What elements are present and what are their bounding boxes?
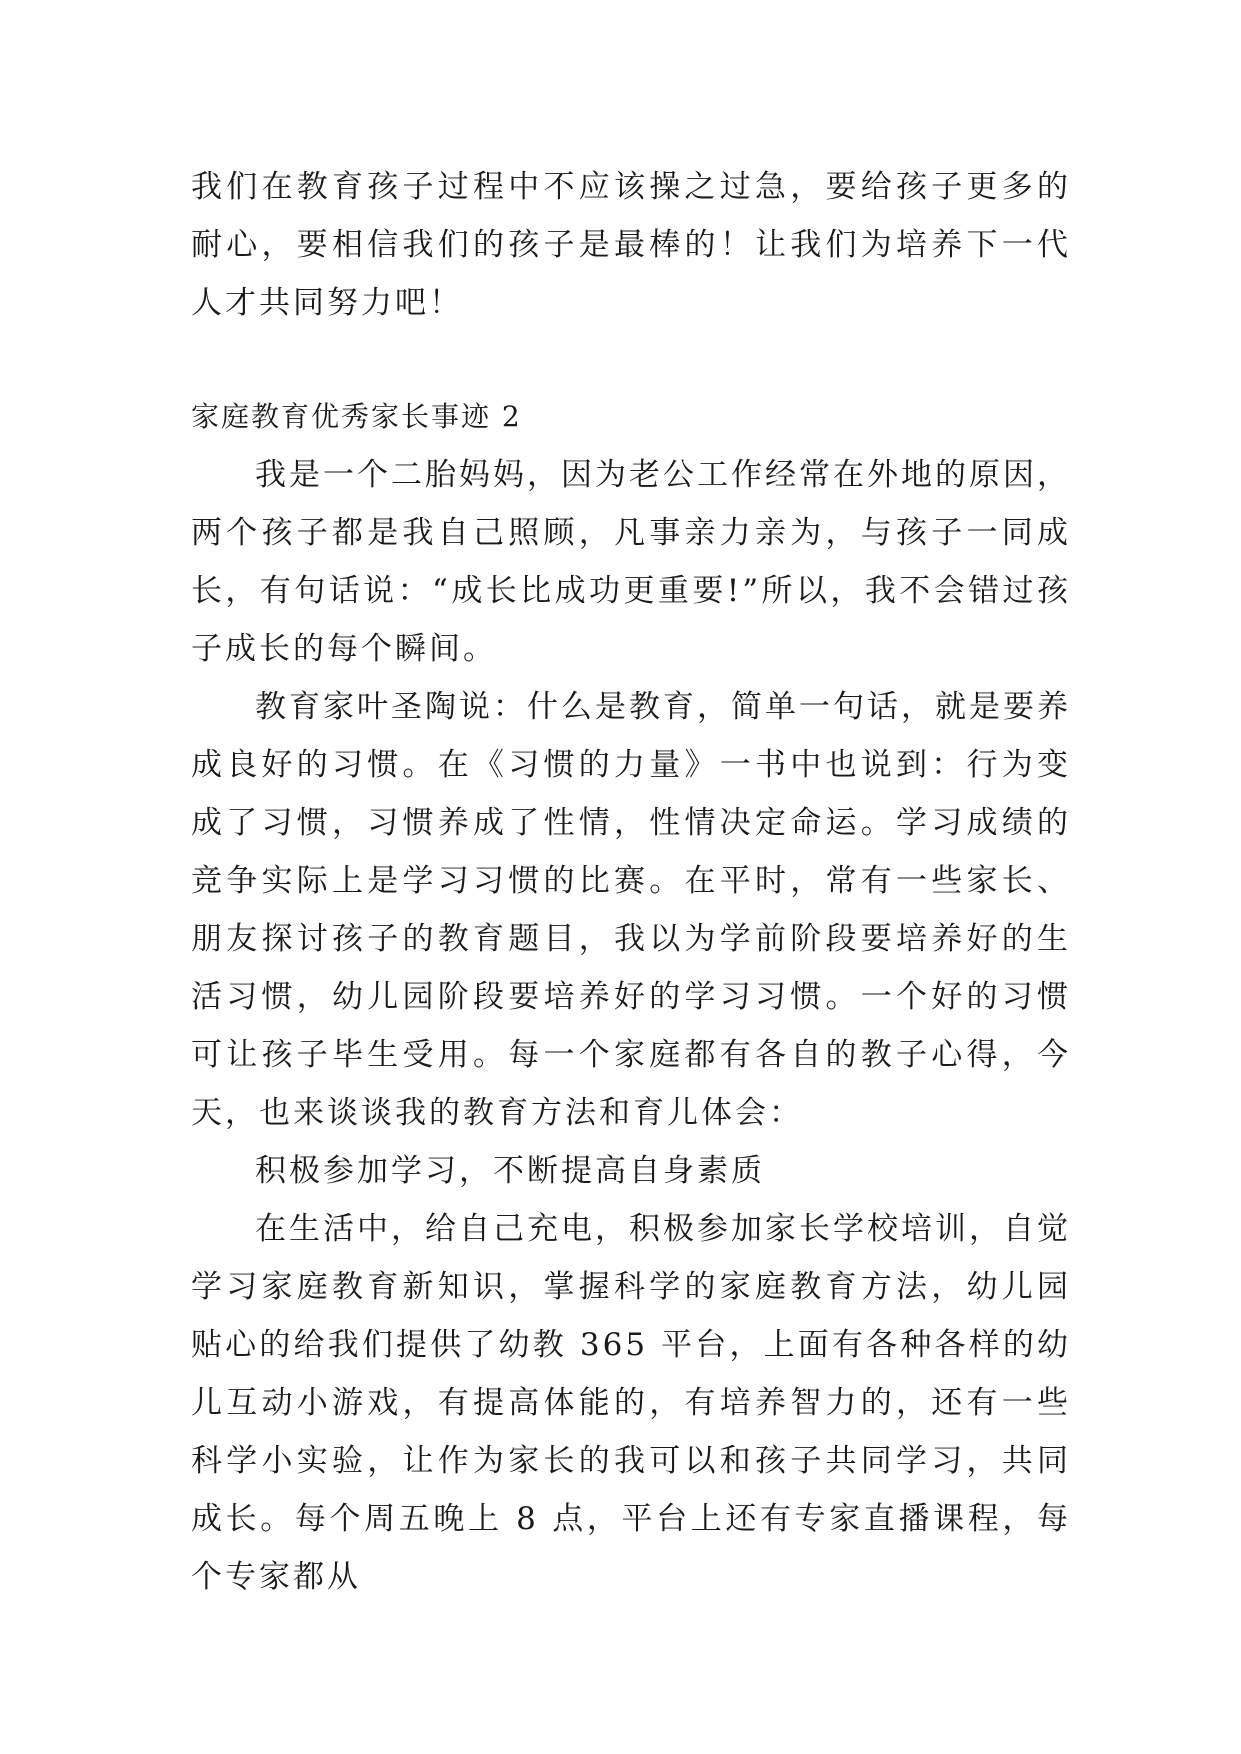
section-title: 家庭教育优秀家长事迹 2 (191, 400, 522, 433)
intro-paragraph: 我们在教育孩子过程中不应该操之过急，要给孩子更多的耐心，要相信我们的孩子是最棒的！让我们为培养下一代人才共同努力吧！ (191, 169, 1071, 321)
paragraph-3: 在生活中，给自己充电，积极参加家长学校培训，自觉学习家庭教育新知识，掌握科学的家庭教育方法，幼儿园贴心的给我们提供了幼教 365 平台，上面有各种各样的幼儿互动小游戏，有提高体能的，有培养智力的，还有一些科学小实验，让作为家长的我可以和孩子共同学习，共同成长。每个周五晚上 8 点，平台上还有专家直播课程，每个专家都从 (191, 1211, 1071, 1595)
paragraph-2: 教育家叶圣陶说：什么是教育，简单一句话，就是要养成良好的习惯。在《习惯的力量》一书中也说到：行为变成了习惯，习惯养成了性情，性情决定命运。学习成绩的竞争实际上是学习习惯的比赛。在平时，常有一些家长、朋友探讨孩子的教育题目，我以为学前阶段要培养好的生活习惯，幼儿园阶段要培养好的学习习惯。一个好的习惯可让孩子毕生受用。每一个家庭都有各自的教子心得，今天，也来谈谈我的教育方法和育儿体会： (191, 689, 1071, 1131)
document-body (191, 158, 1071, 1606)
paragraph-1: 我是一个二胎妈妈，因为老公工作经常在外地的原因，两个孩子都是我自己照顾，凡事亲力亲为，与孩子一同成长，有句话说：“成长比成功更重要!”所以，我不会错过孩子成长的每个瞬间。 (191, 457, 1071, 667)
paragraph-subheading: 积极参加学习，不断提高自身素质 (255, 1153, 765, 1189)
